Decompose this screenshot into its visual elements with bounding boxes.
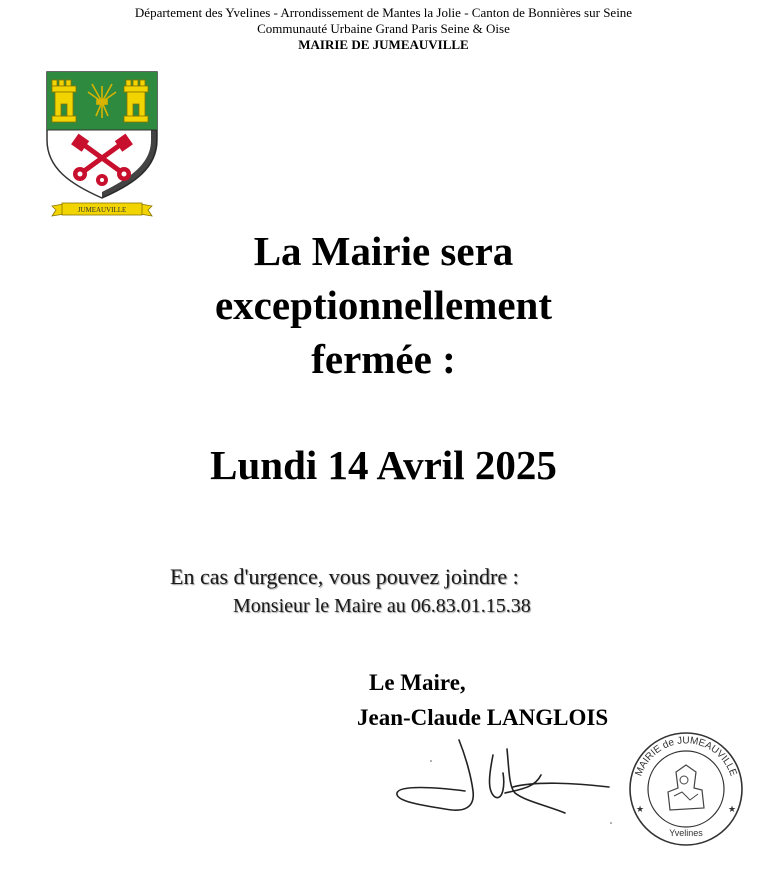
title-line-3: fermée : (311, 336, 456, 382)
letterhead-mairie-name: MAIRIE DE JUMEAUVILLE (298, 37, 469, 52)
stamp-outer-text: MAIRIE de JUMEAUVILLE (633, 735, 739, 778)
emergency-text: En cas d'urgence, vous pouvez joindre : (170, 564, 519, 589)
mayor-phone-contact: Monsieur le Maire au 06.83.01.15.38 (233, 595, 531, 617)
tower-icon (52, 80, 76, 122)
crest-ribbon-text: JUMEAUVILLE (77, 206, 127, 214)
coat-of-arms-logo (44, 70, 160, 220)
letterhead-community-line: Communauté Urbaine Grand Paris Seine & Oise (257, 21, 510, 36)
svg-text:★: ★ (728, 804, 737, 814)
signatory-role: Le Maire, (369, 670, 466, 695)
letterhead (0, 5, 767, 53)
title-line-2: exceptionnellement (214, 282, 553, 328)
letterhead-administrative-line: Département des Yvelines - Arrondissement de Mantes la Jolie - Canton de Bonnières sur Seine (134, 5, 633, 20)
closure-date: Lundi 14 Avril 2025 (210, 442, 557, 488)
title-line-1: La Mairie sera (253, 228, 514, 274)
stamp-bottom-text: Yvelines (669, 828, 703, 838)
closure-notice-title (0, 224, 767, 386)
tower-icon (124, 80, 148, 122)
signatory-name: Jean-Claude LANGLOIS (357, 705, 609, 730)
handwritten-signature (385, 735, 620, 835)
svg-text:★: ★ (636, 804, 645, 814)
mairie-stamp-seal (626, 730, 746, 848)
